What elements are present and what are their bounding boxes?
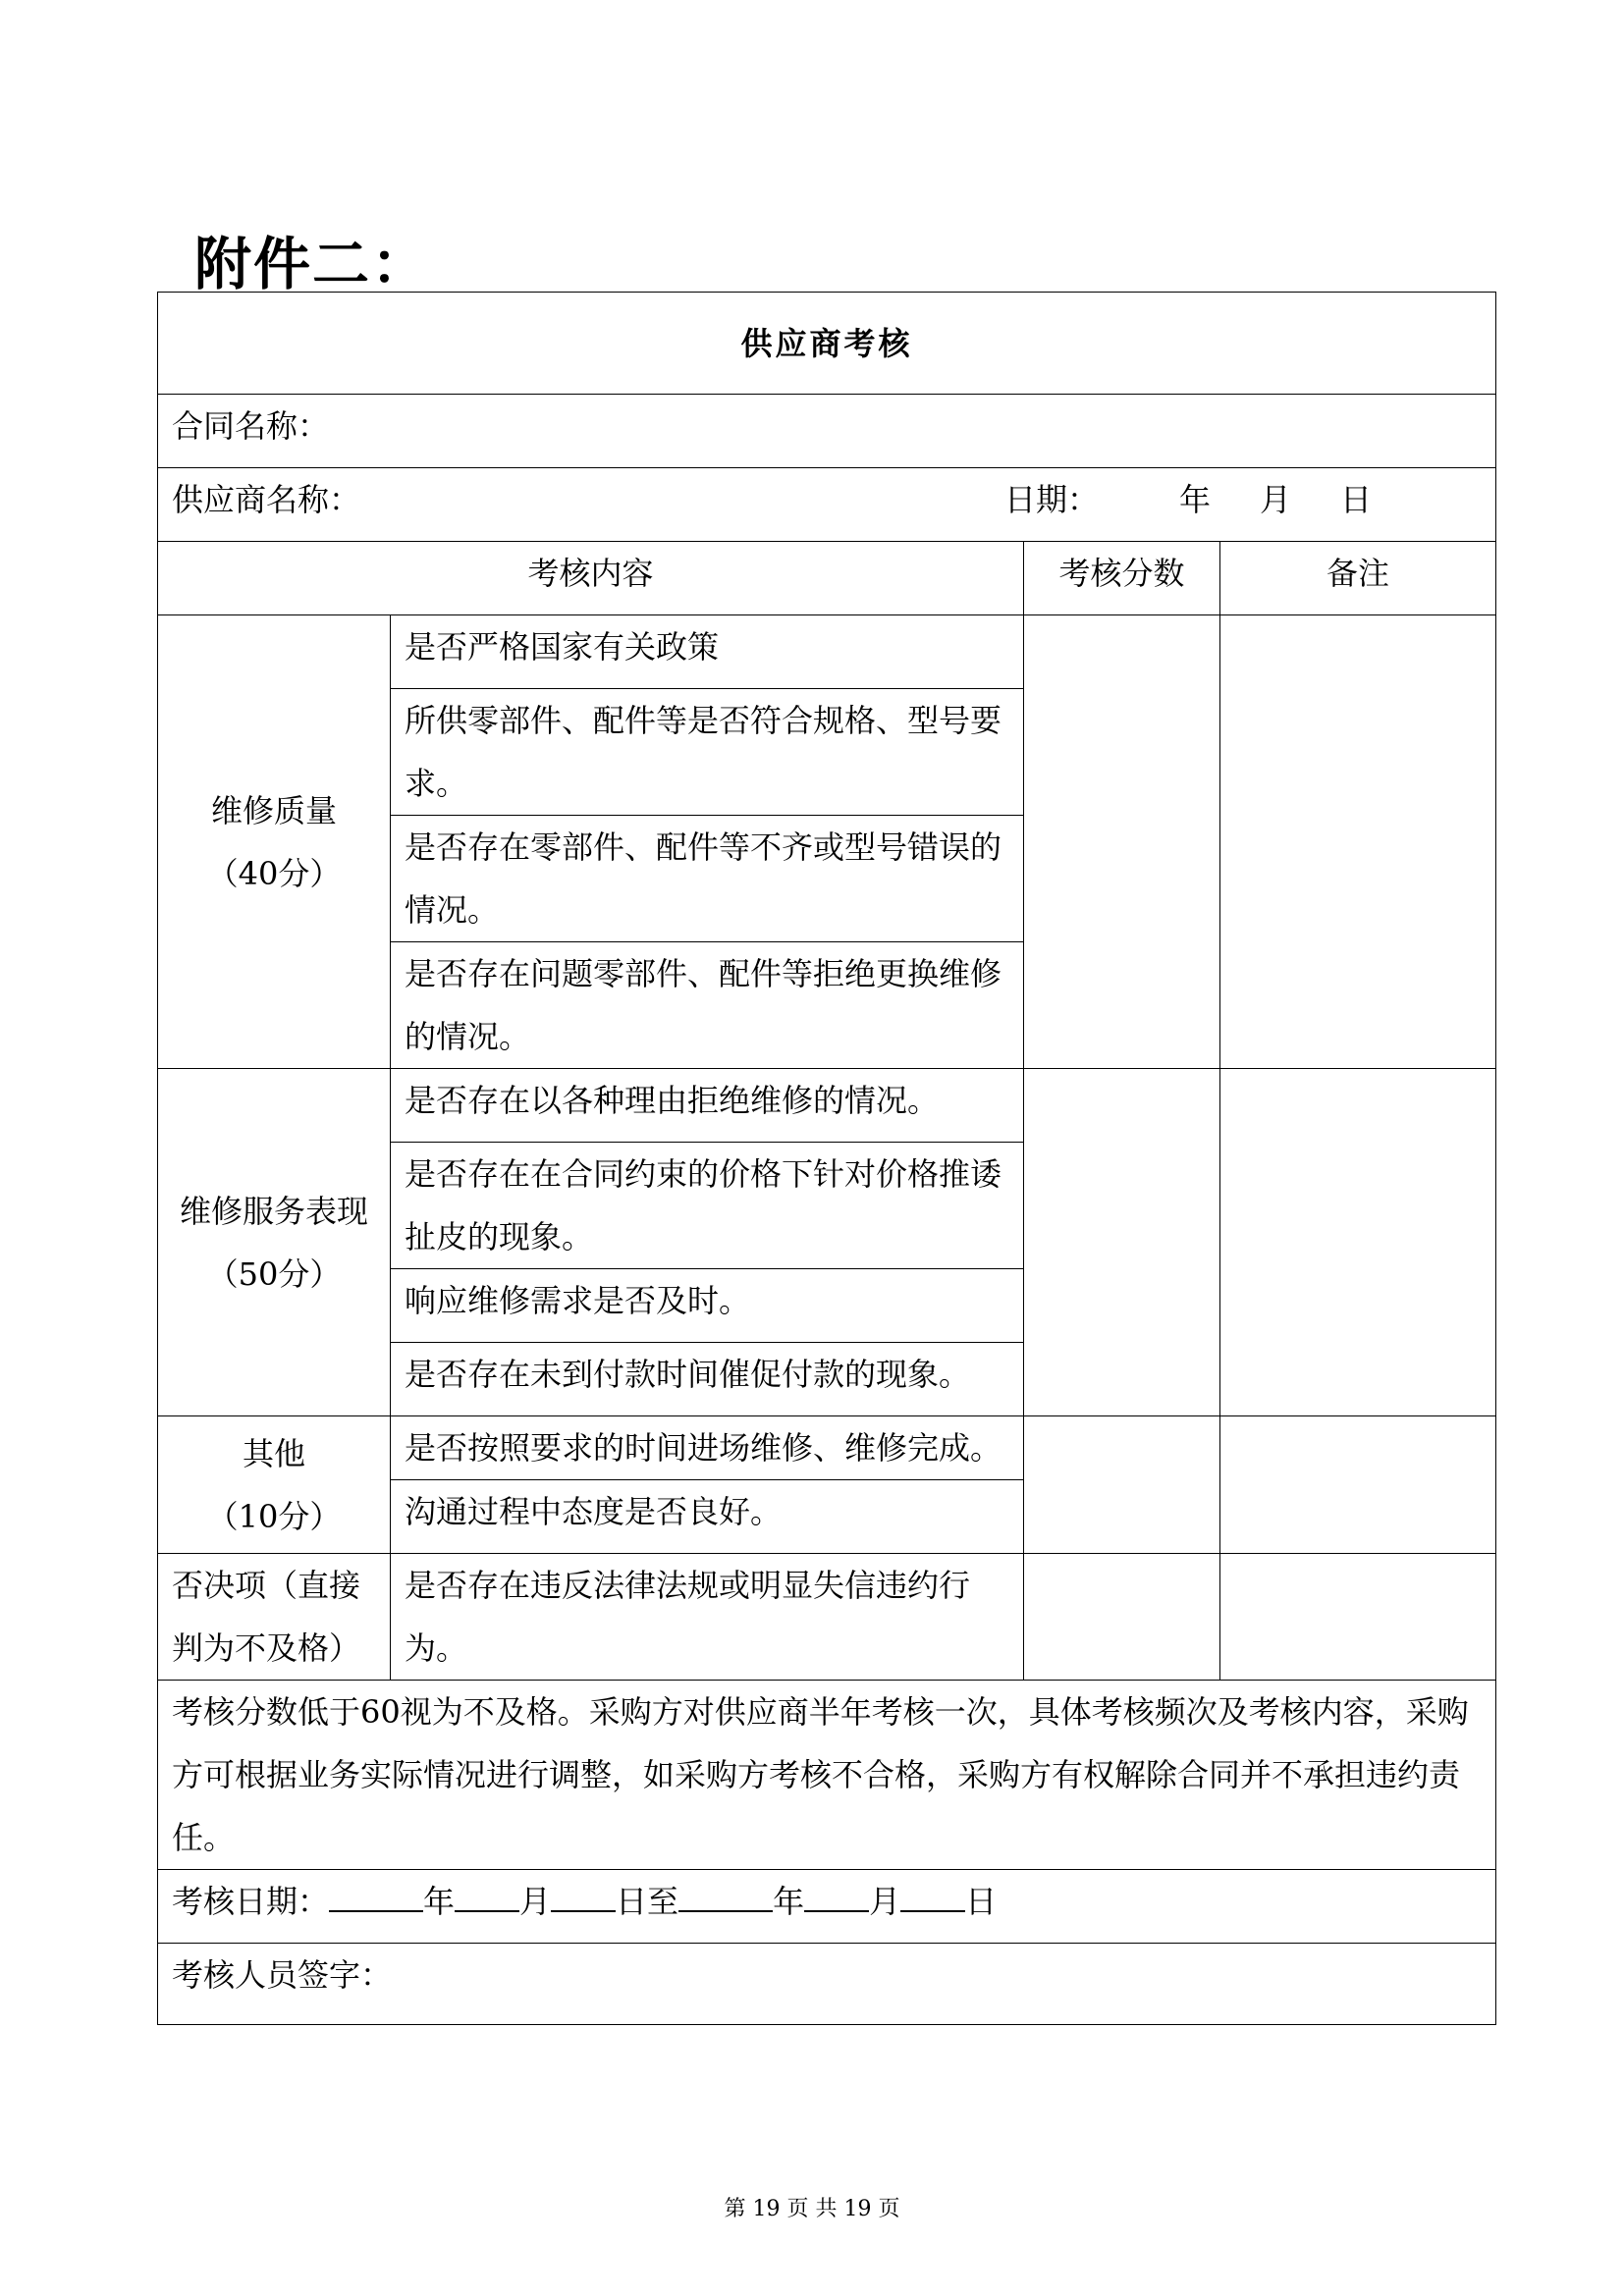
assessment-date-label: 考核日期： [172, 1883, 330, 1920]
criterion: 是否存在以各种理由拒绝维修的情况。 [391, 1069, 1024, 1143]
date-label: 日期： [1003, 481, 1099, 518]
col-score-header: 考核分数 [1024, 542, 1220, 615]
date-field [1004, 468, 1372, 531]
criterion: 是否存在未到付款时间催促付款的现象。 [391, 1343, 1024, 1416]
date-month: 月 [1259, 481, 1291, 518]
remarks-cell[interactable] [1220, 615, 1496, 1069]
criterion: 是否按照要求的时间进场维修、维修完成。 [391, 1416, 1024, 1480]
signature-field[interactable] [158, 1944, 1496, 2025]
section-points: （40分） [206, 854, 342, 892]
date-part: 日至 [616, 1883, 679, 1920]
date-part: 年 [773, 1883, 805, 1920]
date-day: 日 [1340, 481, 1373, 518]
section-name: 其他 [242, 1434, 305, 1472]
remarks-cell[interactable] [1220, 1554, 1496, 1681]
assessment-note: 考核分数低于60视为不及格。采购方对供应商半年考核一次，具体考核频次及考核内容，采购方可根据业务实际情况进行调整，如采购方考核不合格，采购方有权解除合同并不承担违约责任。 [158, 1681, 1496, 1870]
section-points: （50分） [206, 1255, 342, 1293]
criterion: 沟通过程中态度是否良好。 [391, 1480, 1024, 1554]
criterion: 是否存在问题零部件、配件等拒绝更换维修的情况。 [391, 942, 1024, 1069]
criterion: 是否存在在合同约束的价格下针对价格推诿扯皮的现象。 [391, 1143, 1024, 1269]
criterion: 所供零部件、配件等是否符合规格、型号要求。 [391, 689, 1024, 816]
supplier-name-label: 供应商名称： [172, 481, 361, 518]
contract-name-label: 合同名称： [172, 407, 330, 445]
criterion: 是否存在零部件、配件等不齐或型号错误的情况。 [391, 816, 1024, 942]
remarks-cell[interactable] [1220, 1416, 1496, 1554]
page-footer: 第 19 页 共 19 页 [724, 2197, 900, 2221]
assessment-date-field[interactable] [158, 1870, 1496, 1944]
criterion: 是否严格国家有关政策 [391, 615, 1024, 689]
score-cell[interactable] [1024, 1554, 1220, 1681]
score-cell[interactable] [1024, 1416, 1220, 1554]
section-service [158, 1069, 391, 1416]
section-veto: 否决项（直接判为不及格） [158, 1554, 391, 1681]
section-quality [158, 615, 391, 1069]
section-points: （10分） [206, 1497, 342, 1535]
signature-label: 考核人员签字： [172, 1956, 393, 1994]
supplier-name-field[interactable] [158, 468, 1496, 542]
date-year: 年 [1178, 481, 1211, 518]
date-part: 月 [519, 1883, 552, 1920]
section-name: 维修服务表现 [179, 1192, 368, 1230]
col-content-header: 考核内容 [158, 542, 1024, 615]
form-title: 供应商考核 [158, 293, 1496, 395]
date-part: 月 [869, 1883, 901, 1920]
section-other [158, 1416, 391, 1554]
date-part: 年 [423, 1883, 456, 1920]
criterion: 是否存在违反法律法规或明显失信违约行为。 [391, 1554, 1024, 1681]
supplier-assessment-form [157, 292, 1496, 2025]
criterion: 响应维修需求是否及时。 [391, 1269, 1024, 1343]
attachment-heading: 附件二： [194, 231, 431, 297]
contract-name-field[interactable] [158, 395, 1496, 468]
section-name: 维修质量 [210, 791, 337, 829]
score-cell[interactable] [1024, 1069, 1220, 1416]
score-cell[interactable] [1024, 615, 1220, 1069]
date-part: 日 [965, 1883, 998, 1920]
col-remarks-header: 备注 [1220, 542, 1496, 615]
remarks-cell[interactable] [1220, 1069, 1496, 1416]
